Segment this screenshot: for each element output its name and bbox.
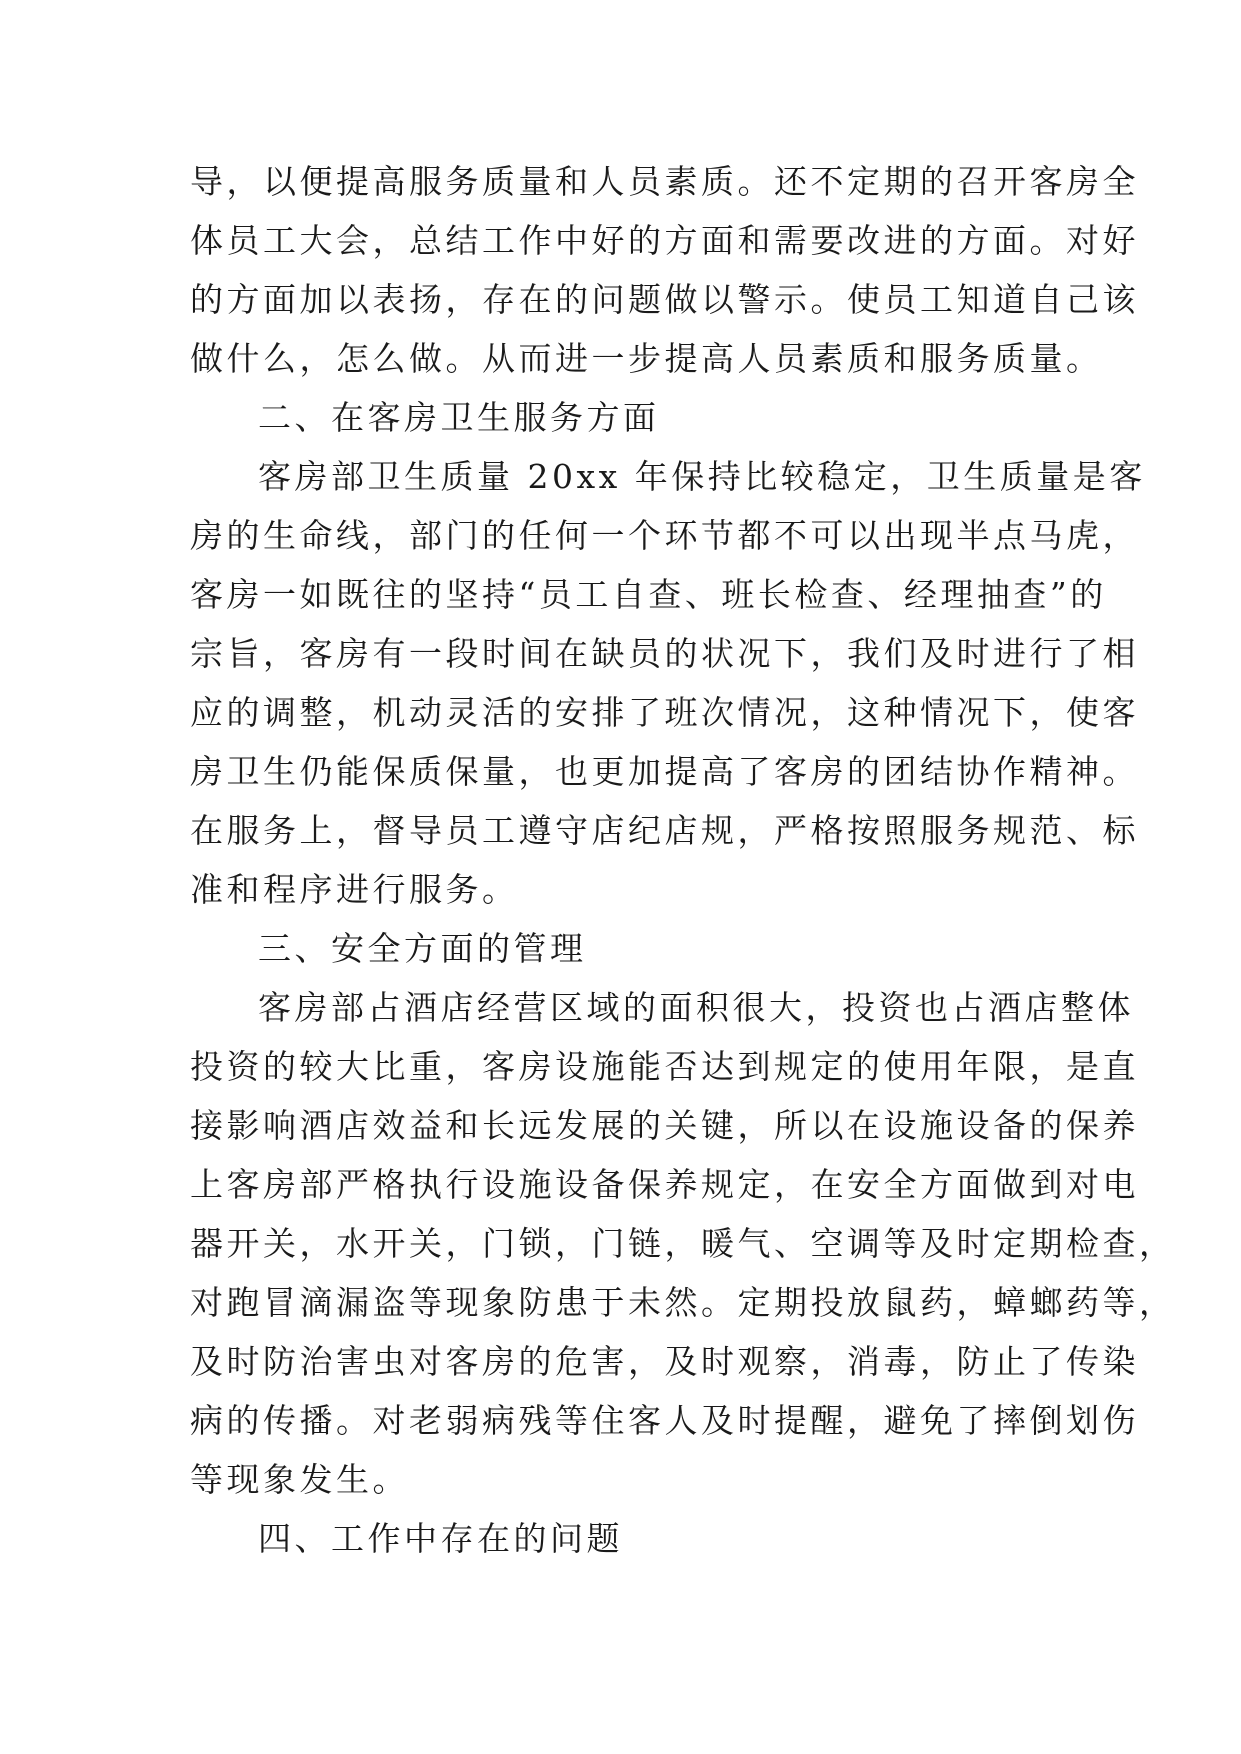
body-text-line: 做什么，怎么做。从而进一步提高人员素质和服务质量。	[190, 339, 1103, 378]
body-text-line: 客房一如既往的坚持“员工自查、班长检查、经理抽查”的	[190, 575, 1107, 614]
body-text-line: 的方面加以表扬，存在的问题做以警示。使员工知道自己该	[190, 280, 1139, 319]
section-heading: 四、工作中存在的问题	[258, 1519, 623, 1558]
body-text-line: 房卫生仍能保质保量，也更加提高了客房的团结协作精神。	[190, 752, 1139, 791]
body-text-line: 房的生命线，部门的任何一个环节都不可以出现半点马虎，	[190, 516, 1139, 555]
body-text-line: 客房部卫生质量 20xx 年保持比较稳定，卫生质量是客	[258, 457, 1146, 496]
body-text-line: 病的传播。对老弱病残等住客人及时提醒，避免了摔倒划伤	[190, 1401, 1139, 1440]
body-text-line: 上客房部严格执行设施设备保养规定，在安全方面做到对电	[190, 1165, 1139, 1204]
body-text-line: 等现象发生。	[190, 1460, 409, 1499]
body-text-line: 器开关，水开关，门锁，门链，暖气、空调等及时定期检查，	[190, 1224, 1176, 1263]
body-text-line: 导，以便提高服务质量和人员素质。还不定期的召开客房全	[190, 162, 1139, 201]
body-text-line: 宗旨，客房有一段时间在缺员的状况下，我们及时进行了相	[190, 634, 1139, 673]
body-text-line: 准和程序进行服务。	[190, 870, 519, 909]
section-heading: 二、在客房卫生服务方面	[258, 398, 660, 437]
body-text-line: 对跑冒滴漏盗等现象防患于未然。定期投放鼠药，蟑螂药等，	[190, 1283, 1176, 1322]
body-text-line: 在服务上，督导员工遵守店纪店规，严格按照服务规范、标	[190, 811, 1139, 850]
document-body	[190, 152, 1176, 1568]
body-text-line: 接影响酒店效益和长远发展的关键，所以在设施设备的保养	[190, 1106, 1139, 1145]
body-text-line: 客房部占酒店经营区域的面积很大，投资也占酒店整体	[258, 988, 1134, 1027]
body-text-line: 及时防治害虫对客房的危害，及时观察，消毒，防止了传染	[190, 1342, 1139, 1381]
body-text-line: 投资的较大比重，客房设施能否达到规定的使用年限，是直	[190, 1047, 1139, 1086]
section-heading: 三、安全方面的管理	[258, 929, 587, 968]
body-text-line: 应的调整，机动灵活的安排了班次情况，这种情况下，使客	[190, 693, 1139, 732]
body-text-line: 体员工大会，总结工作中好的方面和需要改进的方面。对好	[190, 221, 1139, 260]
